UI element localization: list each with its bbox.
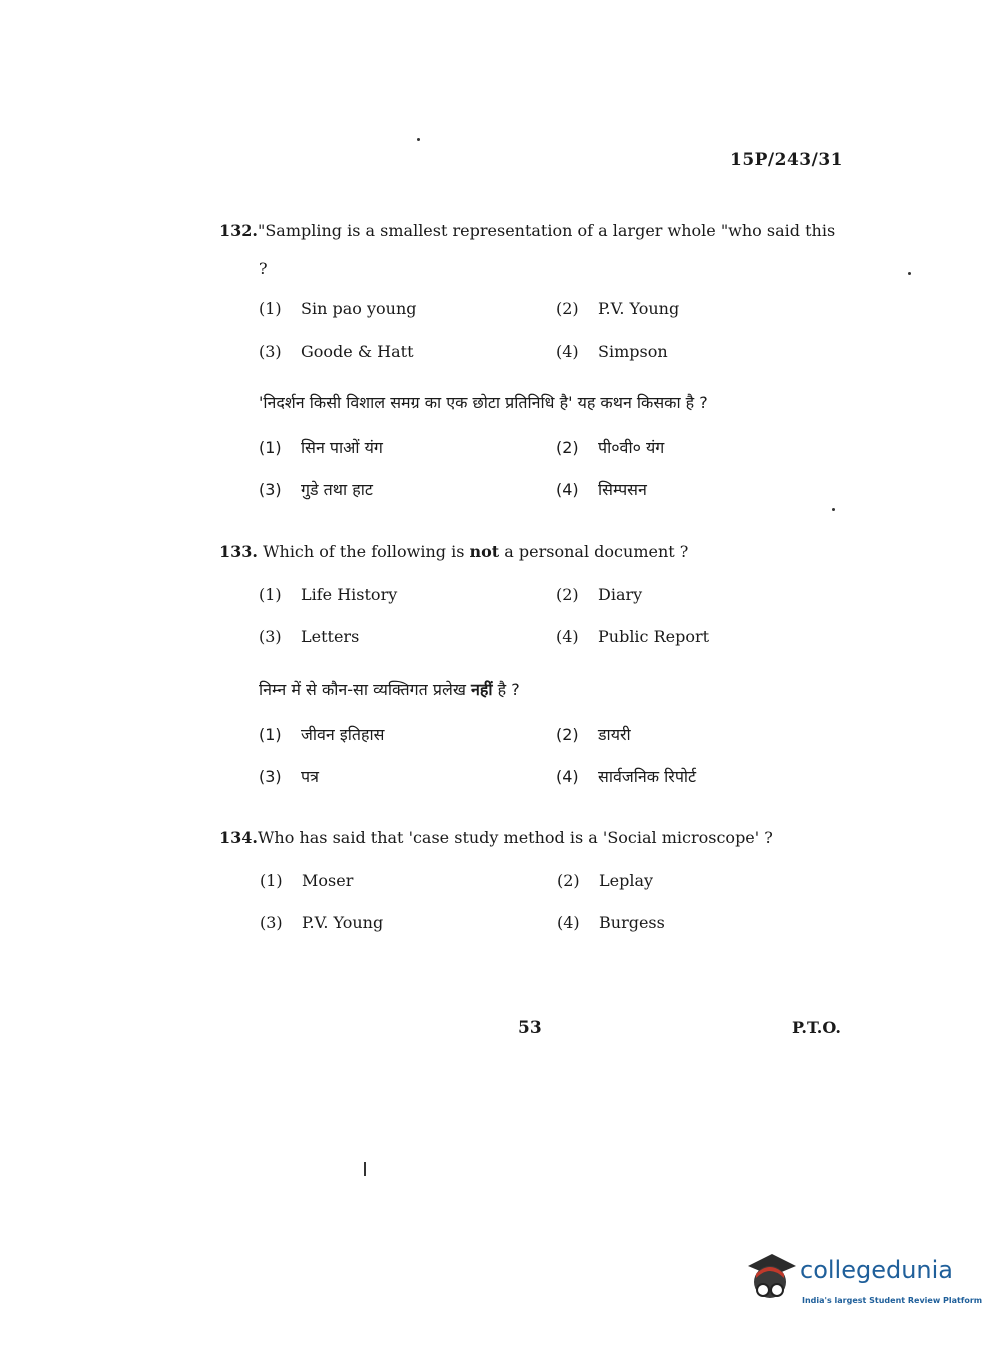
option-2: (2) Diary	[556, 585, 643, 604]
question-132	[219, 212, 844, 288]
scan-speck	[417, 138, 420, 141]
question-hindi: 'निदर्शन किसी विशाल समग्र का एक छोटा प्रतिनिधि है' यह कथन किसका है ?	[259, 393, 708, 412]
scan-speck	[832, 508, 835, 511]
option-2: (2) पी०वी० यंग	[556, 438, 665, 457]
option-4: (4) सार्वजनिक रिपोर्ट	[556, 767, 697, 786]
question-english: Who has said that 'case study method is a 'Social microscope' ?	[257, 828, 773, 847]
page-number: 53	[518, 1018, 542, 1038]
option-1: (1) जीवन इतिहास	[259, 725, 385, 744]
option-4: (4) Burgess	[557, 913, 665, 932]
option-4: (4) Public Report	[556, 627, 710, 646]
option-4: (4) सिम्पसन	[556, 480, 647, 499]
option-2: (2) P.V. Young	[556, 299, 680, 318]
option-1: (1) Moser	[260, 871, 354, 890]
option-3: (3) Letters	[259, 627, 360, 646]
question-number: 133.	[219, 542, 258, 561]
scan-speck	[908, 272, 911, 275]
question-english: "Sampling is a smallest representation of a larger whole "who said this ?	[257, 221, 836, 278]
option-4: (4) Simpson	[556, 342, 668, 361]
question-english-post: a personal document ?	[504, 542, 689, 561]
option-3: (3) गुडे तथा हाट	[259, 480, 373, 499]
option-3: (3) Goode & Hatt	[259, 342, 414, 361]
question-text	[219, 212, 844, 288]
scan-mark	[364, 1162, 366, 1176]
question-134	[219, 828, 773, 847]
question-english-emphasis: not	[469, 542, 500, 561]
question-number: 134.	[219, 828, 258, 847]
question-133	[219, 542, 688, 561]
option-3: (3) P.V. Young	[260, 913, 384, 932]
pto-label: P.T.O.	[792, 1018, 841, 1037]
collegedunia-logo[interactable]	[744, 1248, 983, 1318]
question-number: 132.	[219, 221, 258, 240]
logo-wordmark: collegedunia	[800, 1256, 954, 1284]
option-3: (3) पत्र	[259, 767, 319, 786]
mascot-icon	[744, 1248, 800, 1308]
option-1: (1) Sin pao young	[259, 299, 417, 318]
paper-code: 15P/243/31	[729, 150, 843, 170]
question-hindi: निम्न में से कौन-सा व्यक्तिगत प्रलेख नहीं है ?	[259, 680, 520, 699]
option-2: (2) Leplay	[557, 871, 654, 890]
question-english-pre: Which of the following is	[263, 542, 465, 561]
option-1: (1) Life History	[259, 585, 398, 604]
option-2: (2) डायरी	[556, 725, 631, 744]
option-1: (1) सिन पाओं यंग	[259, 438, 383, 457]
logo-tagline: India's largest Student Review Platform	[802, 1296, 983, 1305]
